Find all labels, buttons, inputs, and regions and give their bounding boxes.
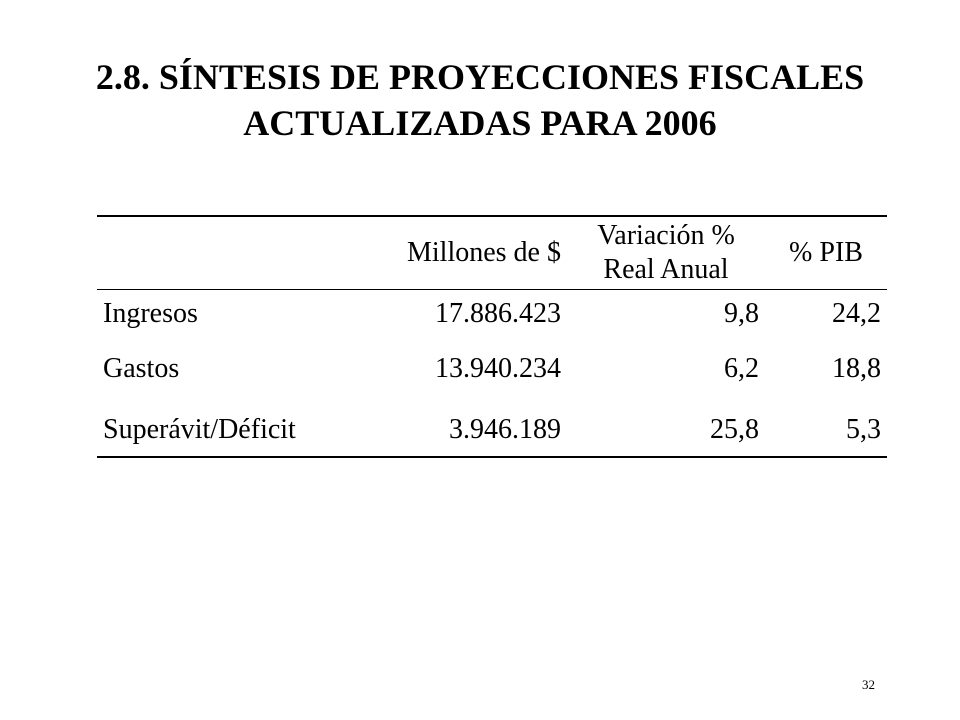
row-pib: 5,3 <box>765 404 887 457</box>
row-variacion: 9,8 <box>724 298 759 329</box>
header-label <box>97 216 359 290</box>
row-millones: 13.940.234 <box>435 353 561 384</box>
header-variacion-line-1: Variación % <box>597 220 735 251</box>
table-row <box>97 404 887 457</box>
row-pib: 18,8 <box>832 353 881 384</box>
row-label: Superávit/Déficit <box>97 404 359 457</box>
row-label: Ingresos <box>103 298 198 329</box>
table-row <box>97 334 887 404</box>
table-row <box>97 290 887 335</box>
row-label: Gastos <box>103 353 180 384</box>
fiscal-projections-table <box>97 215 887 458</box>
header-variacion <box>567 216 765 290</box>
header-millones: Millones de $ <box>359 216 567 290</box>
table-header-row <box>97 216 887 290</box>
header-variacion-line-2: Real Anual <box>603 254 729 285</box>
row-millones: 3.946.189 <box>359 404 567 457</box>
slide-title <box>0 54 960 146</box>
header-pib: % PIB <box>765 216 887 290</box>
row-millones: 17.886.423 <box>435 298 561 329</box>
slide-title-line-1: 2.8. SÍNTESIS DE PROYECCIONES FISCALES <box>95 57 865 97</box>
row-variacion: 25,8 <box>567 404 765 457</box>
row-variacion: 6,2 <box>724 353 759 384</box>
row-pib: 24,2 <box>832 298 881 329</box>
page-number: 32 <box>862 677 875 692</box>
slide-title-line-2: ACTUALIZADAS PARA 2006 <box>243 103 717 143</box>
